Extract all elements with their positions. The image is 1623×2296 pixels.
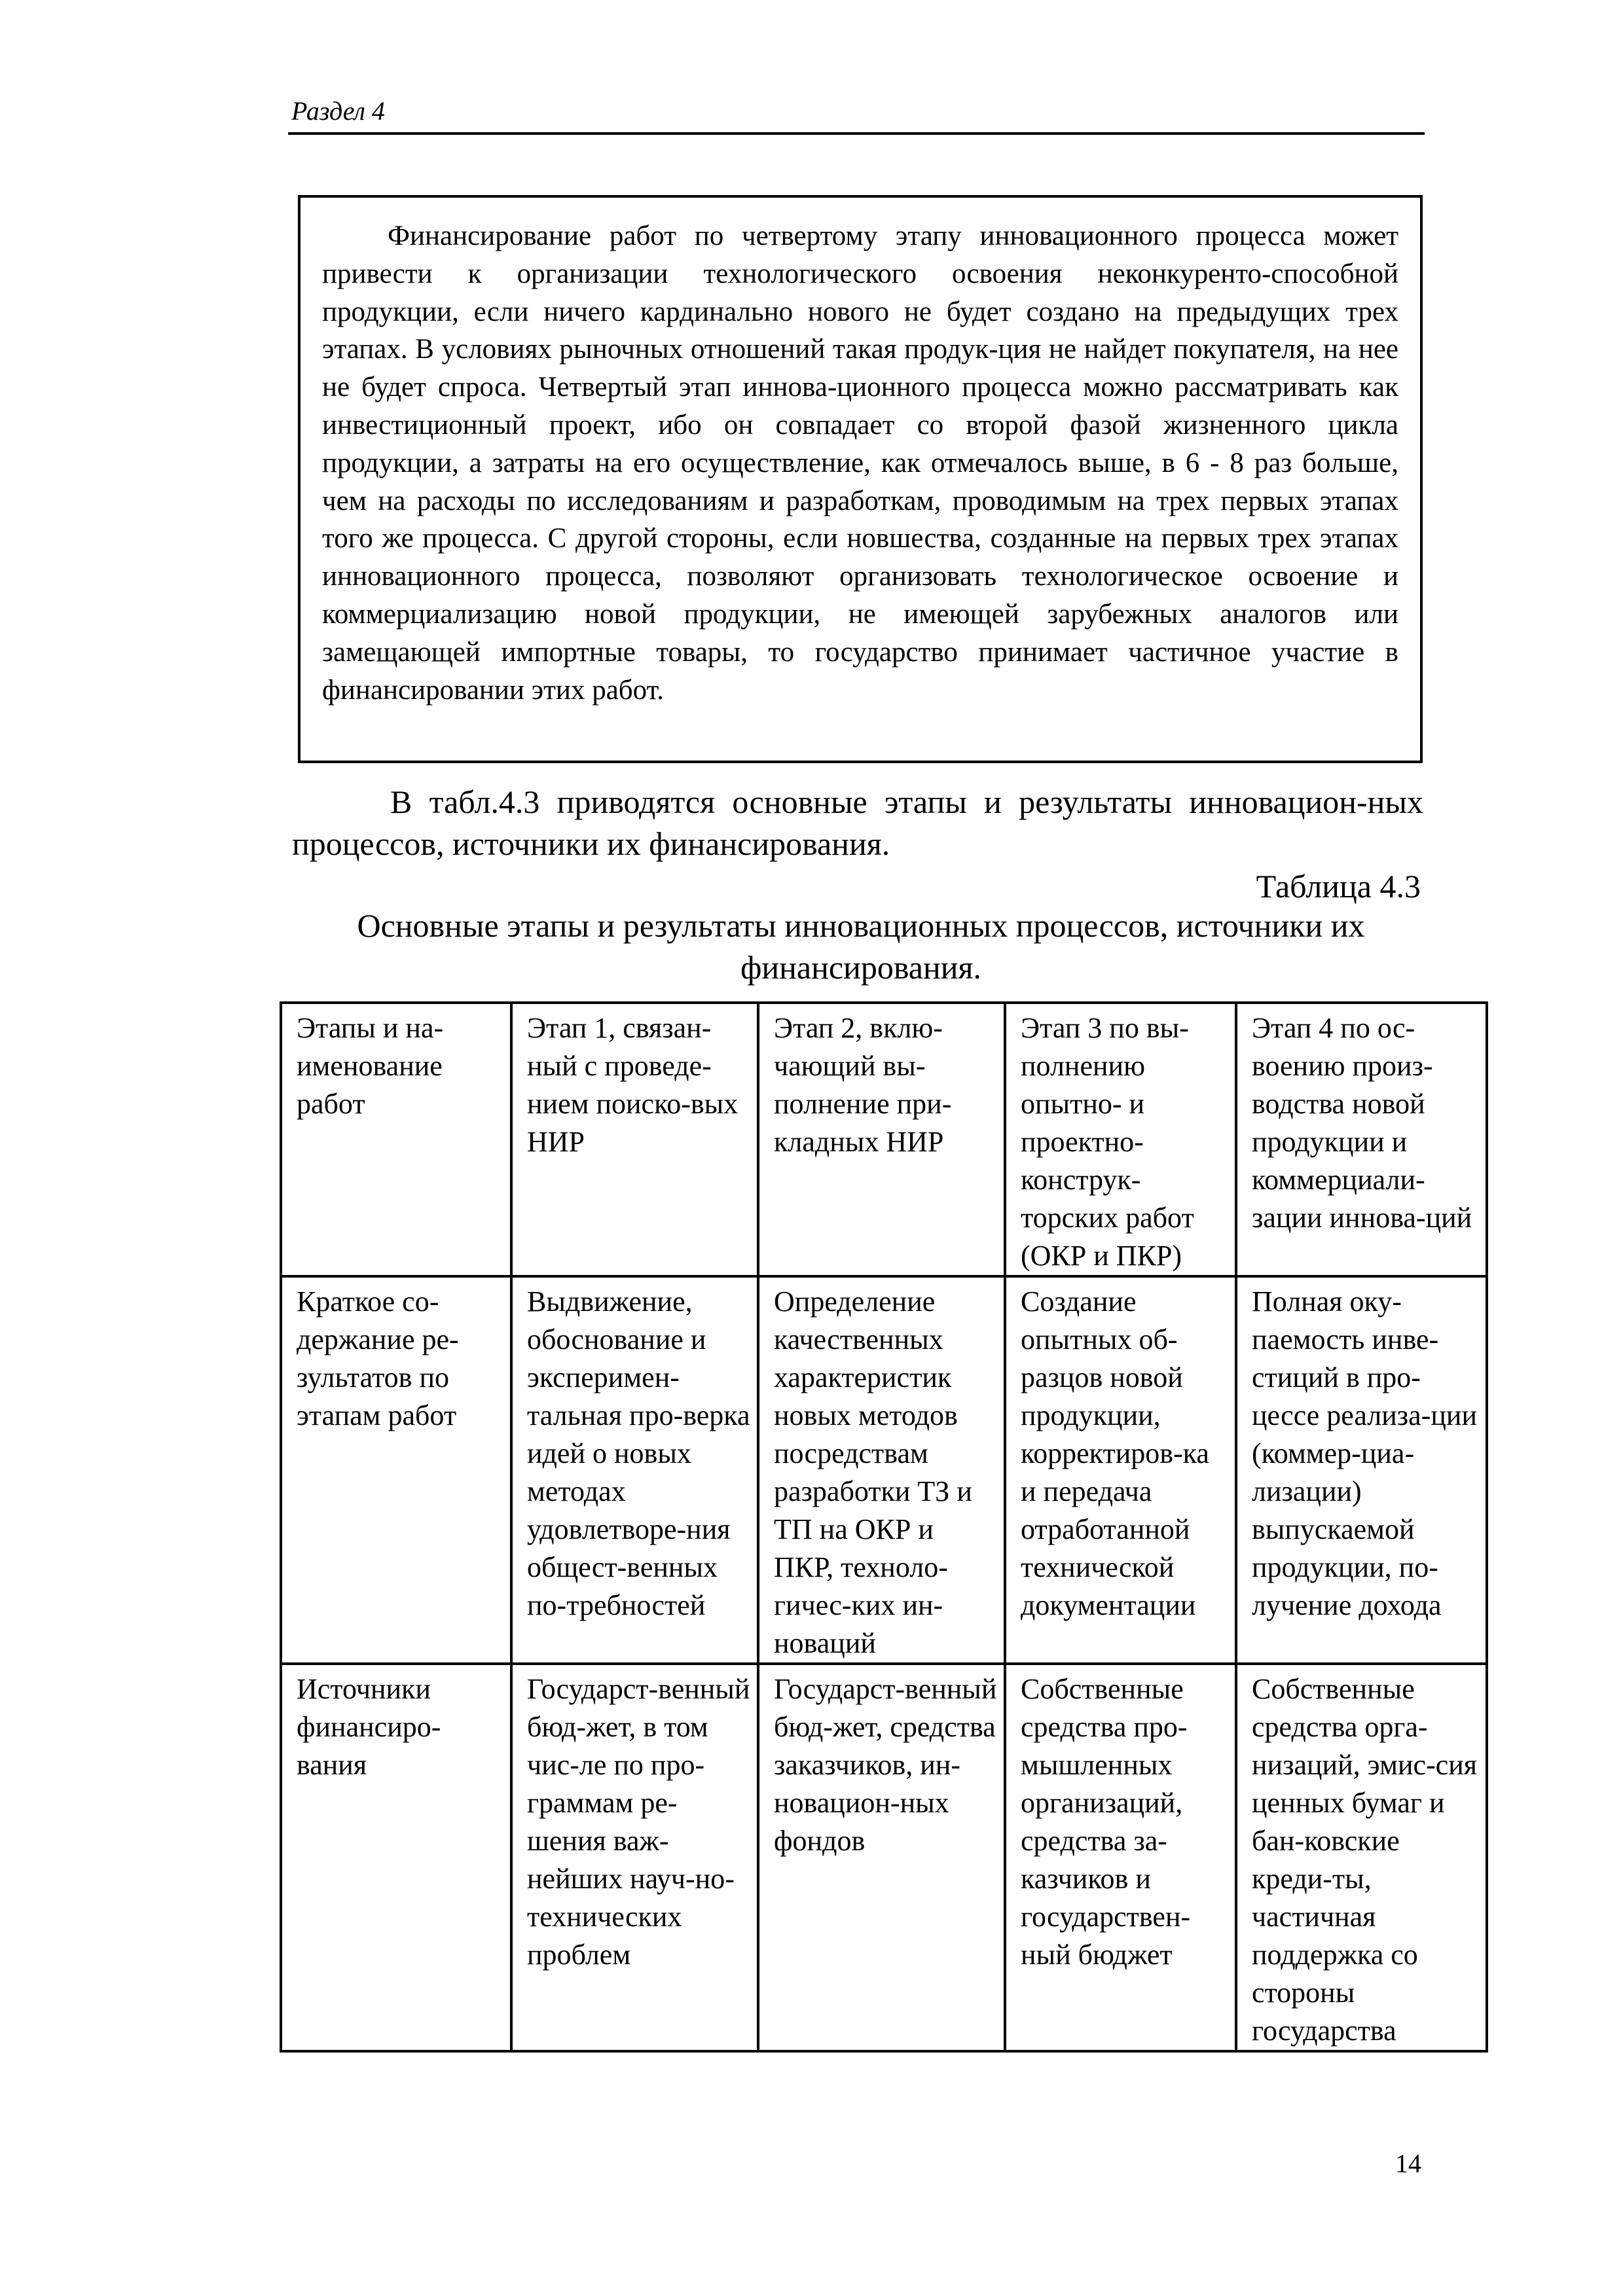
table-title: Основные этапы и результаты инновационных процессов, источники их финансирования. bbox=[357, 907, 1365, 986]
header-rule bbox=[288, 132, 1425, 135]
boxed-paragraph: Финансирование работ по четвертому этапу инновационного процесса может привести к организации технологического освоения неконкуренто-способной продукции, если ничего кардинально нового не будет создано на предыдущих трех этапах. В условиях рыночных отношений такая продук-ция не найдет покупателя, на нее не будет спроса. Четвертый этап иннова-ционного процесса можно рассматривать как инвестиционный проект, ибо он совпадает со второй фазой жизненного цикла продукции, а затраты на его осуществление, как отмечалось выше, в 6 - 8 раз больше, чем на расходы по исследованиям и разработкам, проводимым на трех первых этапах того же процесса. С другой стороны, если новшества, созданные на первых трех этапах инновационного процесса, позволяют организовать технологическое освоение и коммерциализацию новой продукции, не имеющей зарубежных аналогов или замещающей импортные товары, то государство принимает частичное участие в финансировании этих работ. bbox=[322, 221, 1398, 706]
stages-table bbox=[280, 1001, 1488, 2053]
table-cell: Создание опытных об-разцов новой продукции, корректиров-ка и передача отработанной технической документации bbox=[1005, 1276, 1236, 1664]
table-cell: Государст-венный бюд-жет, средства заказчиков, ин-новацион-ных фондов bbox=[758, 1664, 1005, 2051]
table-cell: Собственные средства про-мышленных организаций, средства за-казчиков и государствен-ный бюджет bbox=[1005, 1664, 1236, 2051]
table-label: Таблица 4.3 bbox=[1256, 868, 1421, 905]
table-cell: Государст-венный бюд-жет, в том чис-ле по про-граммам ре-шения важ-нейших науч-но-технических проблем bbox=[511, 1664, 758, 2051]
table-cell: Этап 1, связан-ный с проведе-нием поиско-вых НИР bbox=[511, 1003, 758, 1276]
table-cell: Этап 3 по вы-полнению опытно- и проектно-конструк-торских работ (ОКР и ПКР) bbox=[1005, 1003, 1236, 1276]
table-cell: Этапы и на-именование работ bbox=[281, 1003, 511, 1276]
table-cell: Собственные средства орга-низаций, эмис-сия ценных бумаг и бан-ковские креди-ты, частичная поддержка со стороны государства bbox=[1236, 1664, 1487, 2051]
page-number: 14 bbox=[1395, 2149, 1421, 2178]
table-cell: Краткое со-держание ре-зультатов по этапам работ bbox=[281, 1276, 511, 1664]
table-row bbox=[281, 1664, 1487, 2051]
table-cell: Определение качественных характеристик новых методов посредствам разработки ТЗ и ТП на ОКР и ПКР, техноло-гичес-ких ин-новаций bbox=[758, 1276, 1005, 1664]
table-cell: Этап 2, вклю-чающий вы-полнение при-кладных НИР bbox=[758, 1003, 1005, 1276]
table-cell: Полная оку-паемость инве-стиций в про-цессе реализа-ции (коммер-циа-лизации) выпускаемой продукции, по-лучение дохода bbox=[1236, 1276, 1487, 1664]
table-row bbox=[281, 1276, 1487, 1664]
table-cell: Выдвижение, обоснование и эксперимен-тальная про-верка идей о новых методах удовлетворе-ния общест-венных по-требностей bbox=[511, 1276, 758, 1664]
section-header: Раздел 4 bbox=[291, 96, 385, 126]
boxed-text-frame bbox=[298, 195, 1423, 763]
table-cell: Этап 4 по ос-воению произ-водства новой продукции и коммерциали-зации иннова-ций bbox=[1236, 1003, 1487, 1276]
table-cell: Источники финансиро-вания bbox=[281, 1664, 511, 2051]
intro-paragraph: В табл.4.3 приводятся основные этапы и результаты инновацион-ных процессов, источники их финансирования. bbox=[292, 783, 1423, 862]
table-row bbox=[281, 1003, 1487, 1276]
